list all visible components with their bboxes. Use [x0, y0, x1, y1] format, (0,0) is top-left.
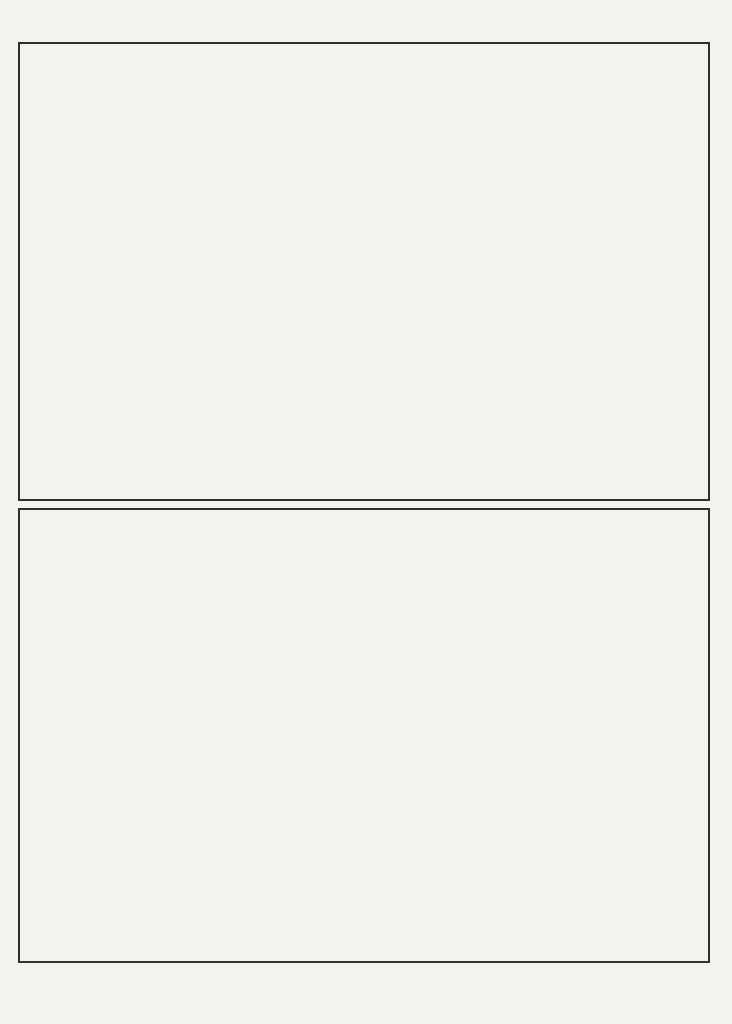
roster-table-bottom — [18, 508, 710, 963]
roster-table-top — [18, 42, 710, 501]
